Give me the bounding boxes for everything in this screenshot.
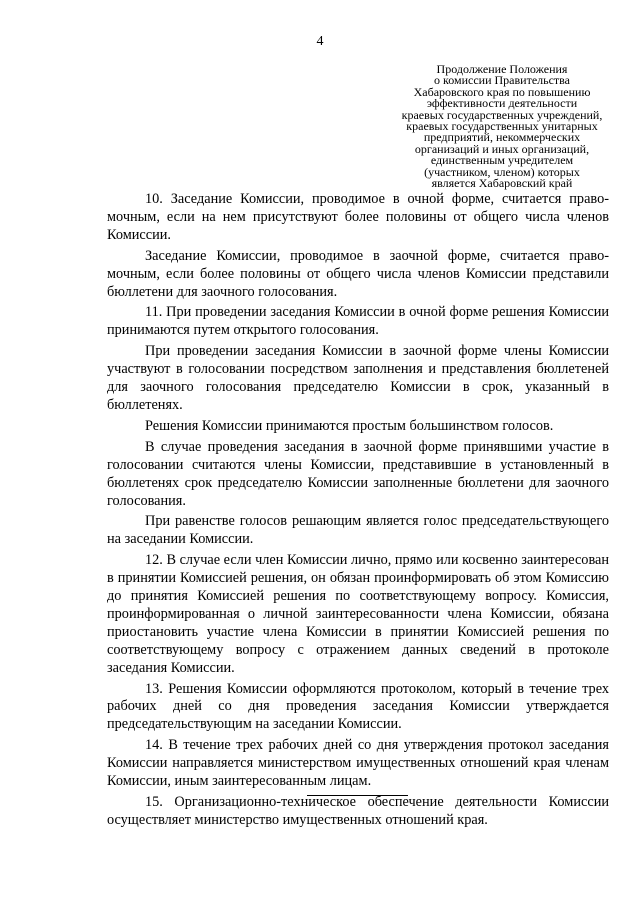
paragraph-12: 12. В случае если член Комиссии лично, прямо или косвенно заинтересован в принятии Комиссией решения, он обязан проинформировать об этом Комиссию до принятия Комиссией решения по соответствующему вопросу. Комиссия, проинформированная о личной заинтересованности члена Комиссии, обязана приостановить участие члена Комиссии в принятии Комиссией решения по соответствующему вопросу с отражением данных сведений в протоколе заседания Комиссии. xyxy=(107,552,609,676)
appendix-header xyxy=(384,64,620,189)
appendix-line: единственным учредителем xyxy=(430,153,574,168)
appendix-line: организаций и иных организаций, xyxy=(414,141,590,156)
appendix-line: предприятий, некоммерческих xyxy=(423,130,581,145)
paragraph-13: 13. Решения Комиссии оформляются протоколом, который в течение трех рабочих дней со дня проведения заседания Комиссии утверждается председательствующим на заседании Комиссии. xyxy=(107,680,609,733)
appendix-line: (участником, членом) которых xyxy=(424,164,580,179)
paragraph-11-tie: При равенстве голосов решающим является голос председательствующего на заседании Комиссии. xyxy=(107,513,609,548)
paragraph-11: 11. При проведении заседания Комиссии в очной форме решения Комиссии принимаются путем открытого голосования. xyxy=(107,304,609,339)
page-number: 4 xyxy=(316,34,324,49)
appendix-line: эффективности деятельности xyxy=(426,96,578,111)
paragraph-11-participants: В случае проведения заседания в заочной форме принявшими участие в голосовании считаются члены Комиссии, представившие в установленный в бюллетенях срок председателю Комиссии заполненные бюллетени для заочного голосования. xyxy=(107,438,609,509)
document-body xyxy=(107,191,609,833)
appendix-line: является Хабаровский край xyxy=(431,176,573,191)
appendix-line: краевых государственных учреждений, xyxy=(401,107,603,122)
appendix-line: краевых государственных унитарных xyxy=(406,119,598,134)
paragraph-11-majority: Решения Комиссии принимаются простым большинством голосов. xyxy=(145,417,554,434)
closing-divider xyxy=(307,795,408,796)
appendix-line: Хабаровского края по повышению xyxy=(413,84,591,99)
appendix-line: о комиссии Правительства xyxy=(433,73,571,88)
paragraph-14: 14. В течение трех рабочих дней со дня утверждения протокол заседания Комиссии направляется министерством имущественных отношений края членам Комиссии, иным заинтересованным лицам. xyxy=(107,737,609,790)
paragraph-15: 15. Организационно-техническое обеспечение деятельности Комиссии осуществляет министерство имущественных отношений края. xyxy=(107,794,609,828)
paragraph-10: 10. Заседание Комиссии, проводимое в очной форме, считается правомочным, если на нем присутствуют более половины от общего числа членов Комиссии. xyxy=(107,191,609,243)
appendix-line: Продолжение Положения xyxy=(436,62,568,76)
paragraph-11-absentee: При проведении заседания Комиссии в заочной форме члены Комиссии участвуют в голосовании посредством заполнения и представления бюллетеней для заочного голосования председателю Комиссии в срок, указанный в бюллетенях. xyxy=(107,343,609,413)
paragraph-10-absentee: Заседание Комиссии, проводимое в заочной форме, считается правомочным, если более половины от общего числа членов Комиссии представили бюллетени для заочного голосования. xyxy=(107,247,609,300)
